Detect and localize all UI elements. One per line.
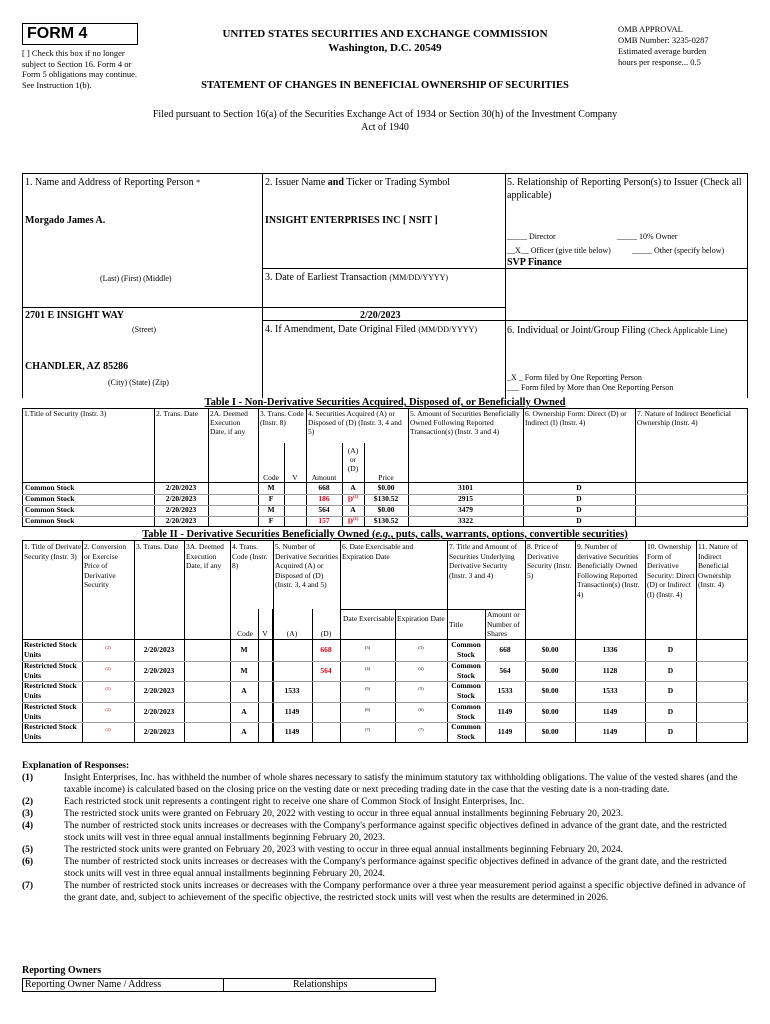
t2-ownership-form: D — [667, 665, 674, 675]
group-filing-option[interactable]: ___ Form filed by More than One Reporting Person — [507, 383, 674, 392]
box4-label-format: (MM/DD/YYYY) — [418, 325, 477, 334]
footnote-item — [22, 820, 748, 844]
footnote-list — [22, 772, 748, 904]
statement-title: STATEMENT OF CHANGES IN BENEFICIAL OWNERSHIP OF SECURITIES — [201, 80, 569, 91]
t2-security-title: Restricted Stock Units — [24, 660, 77, 680]
box6-label-note: (Check Applicable Line) — [648, 326, 728, 335]
t2-header-exercisable: 6. Date Exercisable and Expiration Date — [342, 542, 414, 561]
t2-expiration-date: (4) — [418, 665, 424, 671]
footnote-item — [22, 772, 748, 796]
t2-header-price: 8. Price of Derivative Security (Instr. 5) — [527, 542, 572, 580]
t2-trans-code: M — [240, 665, 248, 675]
t1-ad-code: D — [347, 494, 354, 504]
agency-heading — [170, 27, 600, 55]
footnote-item — [22, 796, 748, 808]
grid-line — [22, 307, 505, 308]
table1-title: Table I - Non-Derivative Securities Acquired, Disposed of, or Beneficially Owned — [204, 397, 566, 408]
t1-header-owned: 5. Amount of Securities Beneficially Owned Following Reported Transaction(s) (Instr. 3 and 4) — [410, 409, 520, 436]
name-parts-label: (Last) (First) (Middle) — [100, 274, 172, 283]
t1-header-nature: 7. Nature of Indirect Beneficial Ownership (Instr. 4) — [637, 409, 731, 427]
t2-security-title: Restricted Stock Units — [24, 722, 77, 741]
footnote-number: (5) — [22, 845, 34, 855]
grid-line — [22, 639, 748, 640]
agency-name: UNITED STATES SECURITIES AND EXCHANGE COMMISSION — [222, 28, 548, 40]
t1-ownership-form: D — [576, 494, 582, 503]
t2-acquired: 1149 — [284, 706, 300, 716]
box1-label — [25, 176, 200, 189]
box2-label-and: and — [327, 177, 344, 188]
box3-label-format: (MM/DD/YYYY) — [389, 273, 449, 282]
footnote-number: (2) — [22, 797, 34, 807]
footnote-item — [22, 856, 748, 880]
box2-label-text: Ticker or Trading Symbol — [343, 177, 451, 188]
t1-ownership-form: D — [576, 483, 582, 492]
grid-line — [262, 173, 263, 398]
footnote-number: (1) — [22, 773, 34, 783]
footnote-number: (7) — [22, 881, 34, 891]
box3-label — [265, 271, 448, 284]
footnote-number: (4) — [22, 821, 34, 831]
t2-trans-code: A — [241, 727, 247, 736]
t2-trans-code: A — [241, 686, 247, 695]
grid-line — [747, 408, 748, 526]
t2-header-nature: 11. Nature of Indirect Beneficial Ownership (Instr. 4) — [698, 542, 738, 589]
t1-sub-price: Price — [378, 473, 394, 482]
t1-amount: 564 — [318, 505, 330, 514]
t2-owned-following: 1149 — [602, 727, 618, 736]
t2-header-form: 10. Ownership Form of Derivative Security: Direct (D) or Indirect (I) (Instr. 4) — [647, 542, 695, 599]
t1-footnote-ref[interactable]: (1) — [353, 516, 359, 521]
t1-security-title: Common Stock — [25, 516, 75, 525]
t2-underlying-title: Common Stock — [451, 722, 481, 741]
t2-conversion-ref: (2) — [105, 645, 111, 650]
owners-col-name: Reporting Owner Name / Address — [25, 979, 162, 990]
t2-disposed: 668 — [320, 645, 332, 654]
t2-header-deemed: 3A. Deemed Execution Date, if any — [186, 542, 224, 570]
t2-date-exercisable: (5) — [364, 686, 371, 691]
omb-line: OMB Number: 3235-0287 — [618, 35, 709, 45]
t1-trans-code: M — [267, 505, 275, 514]
t1-sub-amount: Amount — [311, 473, 337, 482]
table2-title-em: e.g. — [375, 529, 391, 540]
t2-sub-title: Title — [449, 620, 463, 629]
t2-header-title: 1. Title of Derivate Security (Instr. 3) — [24, 542, 82, 561]
t2-underlying-amount: 564 — [499, 665, 511, 675]
grid-line — [262, 320, 748, 321]
reporting-person-name: Morgado James A. — [25, 215, 106, 226]
t1-trans-date: 2/20/2023 — [165, 494, 197, 503]
form-title: FORM 4 — [22, 23, 138, 45]
t1-header-code: 3. Trans. Code (Instr. 8) — [260, 409, 304, 427]
t2-price: $0.00 — [541, 706, 559, 716]
t2-header-underlying: 7. Title and Amount of Securities Underlying Derivative Security (Instr. 3 and 4) — [449, 542, 518, 580]
footnote-text: The restricted stock units were granted on February 20, 2022 with vesting to occur in three equal annual installments beginning February 20, 2023. — [64, 809, 624, 819]
t1-owned-following: 3479 — [458, 505, 473, 514]
grid-line — [340, 609, 447, 610]
footnote-item — [22, 880, 748, 904]
t2-owned-following: 1533 — [602, 686, 618, 695]
table2-title-text: , puts, calls, warrants, options, convertible securities) — [390, 529, 628, 540]
box6-label — [507, 324, 745, 337]
t2-price: $0.00 — [541, 645, 559, 654]
t1-security-title: Common Stock — [25, 505, 75, 514]
footnote-number: (6) — [22, 857, 34, 867]
footnote-text: The restricted stock units were granted on February 20, 2023 with vesting to occur in three equal annual installments beginning February 20, 2024. — [64, 845, 624, 855]
t1-owned-following: 3101 — [458, 483, 473, 492]
one-person-filing-option[interactable]: _X _ Form filed by One Reporting Person — [507, 373, 642, 382]
grid-line — [696, 540, 697, 742]
grid-line — [82, 540, 83, 742]
t1-price: $0.00 — [377, 505, 395, 514]
director-checkbox[interactable]: _____ Director — [507, 232, 556, 241]
t1-acq-disp — [342, 516, 364, 526]
t2-ownership-form: D — [667, 727, 674, 736]
t2-price: $0.00 — [541, 727, 559, 736]
box3-label-text: 3. Date of Earliest Transaction — [265, 272, 387, 283]
t2-expiration-date: (6) — [418, 706, 424, 712]
t1-header-date: 2. Trans. Date — [156, 409, 199, 418]
t2-owned-following: 1128 — [602, 665, 618, 675]
t1-owned-following: 2915 — [458, 494, 473, 503]
t2-conversion-ref: (2) — [105, 706, 111, 712]
footnote-text: The number of restricted stock units increases or decreases with the Company's performance against specific objectives defined in advance of the grant date, and the restricted stock units will vest in three equal annual installments beginning February 20, 2023. — [64, 821, 727, 843]
footnote-text: The number of restricted stock units increases or decreases with the Company performance over a three year measurement period against a specific objective defined in advance of the grant date, and, subject to achievement of the specific objective, the restricted stock units will vest when the results are determined in 2026. — [64, 881, 746, 903]
box4-label — [265, 323, 477, 336]
t2-acquired: 1149 — [284, 727, 300, 736]
t1-trans-code: F — [268, 516, 274, 525]
footnote-item — [22, 808, 748, 820]
officer-title: SVP Finance — [507, 257, 562, 268]
t2-trans-date: 2/20/2023 — [143, 645, 175, 654]
t2-expiration-date: (3) — [418, 645, 424, 650]
street-label: (Street) — [132, 325, 156, 334]
t1-sub-code: Code — [263, 473, 279, 482]
city-state-zip: CHANDLER, AZ 85286 — [25, 361, 129, 372]
footnote-number: (3) — [22, 809, 34, 819]
grid-line — [184, 540, 185, 742]
t2-sub-code: Code — [237, 629, 253, 638]
earliest-transaction-date: 2/20/2023 — [360, 310, 401, 321]
t2-sub-a: (A) — [286, 629, 298, 638]
t1-amount: 668 — [318, 483, 330, 492]
footnote-text: The number of restricted stock units increases or decreases with the Company's performance against specific objectives defined in advance of the grant date, and the restricted stock units will vest in three equal annual installments beginning February 20, 2024. — [64, 857, 727, 879]
t2-underlying-amount: 1149 — [497, 706, 513, 716]
t1-security-title: Common Stock — [25, 494, 75, 503]
officer-checkbox[interactable]: __X__ Officer (give title below) — [507, 246, 611, 255]
t2-expiration-date: (5) — [418, 686, 424, 691]
t2-underlying-amount: 1533 — [497, 686, 513, 695]
t2-underlying-title: Common Stock — [451, 640, 481, 659]
owners-col-relationships: Relationships — [293, 979, 348, 990]
t1-ad-code: A — [350, 483, 356, 492]
t2-ownership-form: D — [667, 645, 674, 654]
t2-ownership-form: D — [667, 706, 674, 716]
t2-price: $0.00 — [541, 686, 559, 695]
grid-line — [22, 661, 748, 662]
t2-sub-amount: Amount or Number of Shares — [487, 610, 520, 638]
t1-trans-code: F — [268, 494, 274, 503]
grid-line — [340, 540, 341, 742]
t2-underlying-amount: 668 — [499, 645, 511, 654]
t1-header-title: 1.Title of Security (Instr. 3) — [24, 409, 107, 418]
t1-sub-v: V — [292, 473, 298, 482]
t2-owned-following: 1149 — [602, 706, 618, 716]
box2-label — [265, 176, 450, 189]
box6-label-text: 6. Individual or Joint/Group Filing — [507, 325, 646, 336]
grid-line — [284, 443, 285, 526]
t2-trans-date: 2/20/2023 — [143, 665, 175, 675]
reporting-owners-table — [22, 978, 436, 992]
box1-label-mark: * — [196, 178, 201, 187]
omb-line: Estimated average burden — [618, 46, 707, 56]
grid-line — [262, 268, 748, 269]
grid-line — [22, 702, 748, 703]
grid-line — [22, 173, 23, 398]
t1-header-acquired: 4. Securities Acquired (A) or Disposed of (D) (Instr. 3, 4 and 5) — [308, 409, 402, 436]
t2-trans-date: 2/20/2023 — [143, 686, 175, 695]
grid-line — [22, 742, 748, 743]
omb-approval — [618, 24, 758, 68]
grid-line — [22, 173, 748, 174]
t2-date-exercisable: (7) — [364, 727, 371, 732]
grid-line — [22, 681, 748, 682]
t1-footnote-ref[interactable]: (1) — [353, 494, 359, 499]
omb-line: hours per response... 0.5 — [618, 57, 701, 67]
box1-label-text: 1. Name and Address of Reporting Person — [25, 177, 194, 188]
t2-header-code: 4. Trans. Code (Instr. 8) — [232, 542, 268, 570]
t1-ad-code: A — [350, 505, 356, 514]
t1-price: $130.52 — [373, 516, 399, 525]
t2-conversion-ref: (2) — [105, 665, 111, 671]
t1-amount: 186 — [318, 494, 330, 503]
grid-line — [635, 408, 636, 526]
t1-acq-disp — [342, 505, 364, 514]
t2-security-title: Restricted Stock Units — [24, 681, 77, 700]
t2-ownership-form: D — [667, 686, 674, 695]
t2-sub-expiration: Expiration Date — [397, 614, 445, 623]
t2-sub-d: (D) — [320, 629, 332, 638]
other-checkbox[interactable]: _____ Other (specify below) — [632, 246, 725, 255]
t1-sub-ad: (A) or (D) — [347, 446, 359, 473]
t2-underlying-title: Common Stock — [451, 701, 481, 721]
t1-header-deemed: 2A. Deemed Execution Date, if any — [210, 409, 248, 436]
grid-line — [22, 408, 23, 526]
t1-trans-code: M — [267, 483, 275, 492]
footnote-text: Insight Enterprises, Inc. has withheld the number of whole shares necessary to satisfy the minimum statutory tax withholding obligations. The value of the vested shares (and the taxable income) is calculated based on the closing price on the vesting date or next preceding trading date in the case that the vesting date is a non-trading date. — [64, 773, 738, 795]
grid-line — [22, 540, 748, 541]
table2-title — [22, 529, 748, 540]
t1-amount: 157 — [318, 516, 330, 525]
t1-acq-disp — [342, 483, 364, 492]
t1-price: $0.00 — [377, 483, 395, 492]
t1-ownership-form: D — [576, 505, 582, 514]
t2-underlying-amount: 1149 — [497, 727, 513, 736]
t1-owned-following: 3322 — [458, 516, 473, 525]
grid-line — [505, 173, 506, 398]
t2-date-exercisable: (3) — [364, 645, 371, 650]
grid-line — [208, 408, 209, 526]
t2-underlying-title: Common Stock — [451, 681, 481, 700]
t2-conversion-ref: (2) — [105, 686, 111, 691]
t1-ownership-form: D — [576, 516, 582, 525]
omb-line: OMB APPROVAL — [618, 24, 683, 34]
t1-ad-code: D — [347, 516, 354, 526]
t2-owned-following: 1336 — [602, 645, 618, 654]
street-address: 2701 E INSIGHT WAY — [25, 310, 125, 321]
t2-date-exercisable: (4) — [364, 665, 371, 671]
explanation-section — [22, 760, 748, 904]
t2-price: $0.00 — [541, 665, 559, 675]
t2-date-exercisable: (6) — [364, 706, 371, 712]
grid-line — [22, 540, 23, 742]
explanation-title: Explanation of Responses: — [22, 761, 130, 771]
t1-security-title: Common Stock — [25, 483, 75, 492]
t2-conversion-ref: (2) — [105, 727, 111, 732]
grid-line — [747, 173, 748, 398]
t2-header-conversion: 2. Conversion or Exercise Price of Derivative Security — [84, 542, 127, 589]
t2-sub-exercisable: Date Exercisable — [343, 614, 395, 623]
agency-location: Washington, D.C. 20549 — [328, 42, 442, 54]
box2-label-text: 2. Issuer Name — [265, 177, 328, 188]
t2-acquired: 1533 — [284, 686, 300, 695]
city-label: (City) (State) (Zip) — [108, 378, 169, 387]
footnote-item — [22, 844, 748, 856]
table2-title-text: Table II - Derivative Securities Beneficially Owned ( — [142, 529, 376, 540]
box5-label: 5. Relationship of Reporting Person(s) to Issuer (Check all applicable) — [507, 177, 742, 201]
issuer-name: INSIGHT ENTERPRISES INC [ NSIT ] — [265, 215, 438, 226]
t1-acq-disp — [342, 494, 364, 504]
t1-trans-date: 2/20/2023 — [165, 483, 197, 492]
grid-line — [22, 526, 748, 527]
box4-label-text: 4. If Amendment, Date Original Filed — [265, 324, 416, 335]
section16-check-note: [ ] Check this box if no longer subject to Section 16. Form 4 or Form 5 obligations may continue. See Instruction 1(b). — [22, 48, 137, 90]
grid-line — [747, 540, 748, 742]
grid-line — [223, 979, 224, 992]
t2-security-title: Restricted Stock Units — [24, 701, 77, 721]
t1-trans-date: 2/20/2023 — [165, 505, 197, 514]
t2-trans-date: 2/20/2023 — [143, 727, 175, 736]
footnote-text: Each restricted stock unit represents a contingent right to receive one share of Common Stock of Insight Enterprises, Inc. — [64, 797, 525, 807]
t2-header-number: 5. Number of Derivative Securities Acquired (A) or Disposed of (D) (Instr. 3, 4 and 5) — [275, 542, 339, 589]
t2-sub-v: V — [262, 629, 268, 638]
t2-trans-date: 2/20/2023 — [143, 706, 175, 716]
grid-line — [22, 722, 748, 723]
t1-price: $130.52 — [373, 494, 399, 503]
t2-trans-code: A — [241, 706, 247, 716]
t2-header-date: 3. Trans. Date — [136, 542, 179, 551]
reporting-owners-title: Reporting Owners — [22, 965, 102, 976]
t2-disposed: 564 — [320, 665, 332, 675]
t2-expiration-date: (7) — [418, 727, 424, 732]
t2-security-title: Restricted Stock Units — [24, 640, 77, 659]
t2-underlying-title: Common Stock — [451, 660, 481, 680]
t1-header-form: 6. Ownership Form: Direct (D) or Indirect (I) (Instr. 4) — [525, 409, 627, 427]
t2-header-owned: 9. Number of derivative Securities Beneficially Owned Following Reported Transaction(s) (Instr. 4) — [577, 542, 640, 599]
filed-pursuant-note: Filed pursuant to Section 16(a) of the Securities Exchange Act of 1934 or Section 30(h) of the Investment Company Act of 1940 — [152, 109, 618, 133]
t2-trans-code: M — [240, 645, 248, 654]
ten-percent-owner-checkbox[interactable]: _____ 10% Owner — [617, 232, 678, 241]
t1-trans-date: 2/20/2023 — [165, 516, 197, 525]
